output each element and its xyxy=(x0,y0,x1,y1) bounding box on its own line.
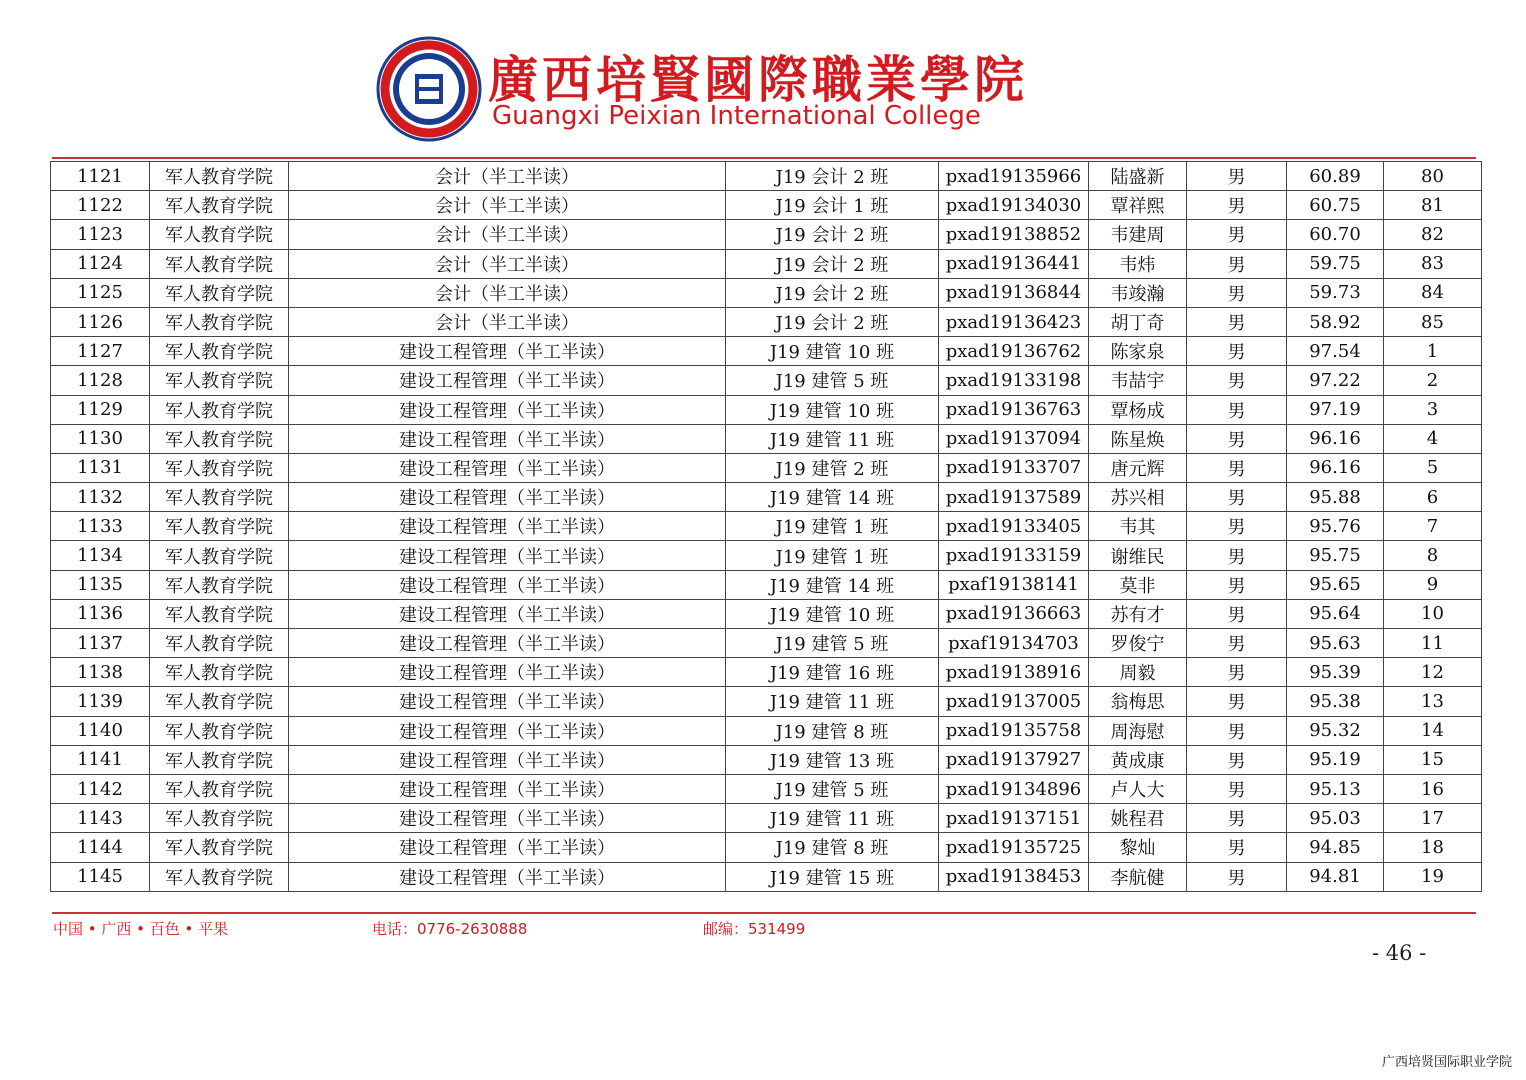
row-number-cell: 1145 xyxy=(51,862,150,891)
table-row xyxy=(51,395,1482,424)
score-cell: 95.13 xyxy=(1287,774,1384,803)
student-id-cell: pxaf19134703 xyxy=(939,629,1089,658)
gender-cell: 男 xyxy=(1187,716,1287,745)
table-body xyxy=(51,162,1482,892)
school-cell: 军人教育学院 xyxy=(150,862,289,891)
major-cell: 建设工程管理（半工半读） xyxy=(289,774,726,803)
table-row xyxy=(51,483,1482,512)
gender-cell: 男 xyxy=(1187,220,1287,249)
student-id-cell: pxad19136663 xyxy=(939,599,1089,628)
school-cell: 军人教育学院 xyxy=(150,599,289,628)
row-number-cell: 1144 xyxy=(51,833,150,862)
class-cell: J19 建管 16 班 xyxy=(726,658,939,687)
major-cell: 建设工程管理（半工半读） xyxy=(289,483,726,512)
rank-cell: 16 xyxy=(1384,774,1482,803)
name-cell: 罗俊宁 xyxy=(1089,629,1187,658)
major-cell: 建设工程管理（半工半读） xyxy=(289,629,726,658)
gender-cell: 男 xyxy=(1187,599,1287,628)
gender-cell: 男 xyxy=(1187,687,1287,716)
name-cell: 翁梅思 xyxy=(1089,687,1187,716)
gender-cell: 男 xyxy=(1187,424,1287,453)
major-cell: 建设工程管理（半工半读） xyxy=(289,512,726,541)
gender-cell: 男 xyxy=(1187,862,1287,891)
major-cell: 会计（半工半读） xyxy=(289,162,726,191)
row-number-cell: 1127 xyxy=(51,337,150,366)
table-row xyxy=(51,453,1482,482)
school-cell: 军人教育学院 xyxy=(150,745,289,774)
student-id-cell: pxad19136441 xyxy=(939,249,1089,278)
rank-cell: 6 xyxy=(1384,483,1482,512)
major-cell: 会计（半工半读） xyxy=(289,307,726,336)
class-cell: J19 建管 15 班 xyxy=(726,862,939,891)
score-cell: 95.03 xyxy=(1287,804,1384,833)
name-cell: 覃祥熙 xyxy=(1089,191,1187,220)
gender-cell: 男 xyxy=(1187,249,1287,278)
name-cell: 周海慰 xyxy=(1089,716,1187,745)
rank-cell: 17 xyxy=(1384,804,1482,833)
table-row xyxy=(51,833,1482,862)
row-number-cell: 1126 xyxy=(51,307,150,336)
row-number-cell: 1138 xyxy=(51,658,150,687)
class-cell: J19 建管 10 班 xyxy=(726,337,939,366)
student-id-cell: pxad19137589 xyxy=(939,483,1089,512)
gender-cell: 男 xyxy=(1187,162,1287,191)
student-id-cell: pxad19134896 xyxy=(939,774,1089,803)
major-cell: 建设工程管理（半工半读） xyxy=(289,745,726,774)
major-cell: 会计（半工半读） xyxy=(289,220,726,249)
rank-cell: 85 xyxy=(1384,307,1482,336)
footer-postcode: 邮编：531499 xyxy=(703,920,806,938)
table-row xyxy=(51,570,1482,599)
name-cell: 苏兴相 xyxy=(1089,483,1187,512)
rank-cell: 83 xyxy=(1384,249,1482,278)
score-cell: 97.22 xyxy=(1287,366,1384,395)
class-cell: J19 建管 11 班 xyxy=(726,804,939,833)
school-cell: 军人教育学院 xyxy=(150,278,289,307)
table-row xyxy=(51,191,1482,220)
row-number-cell: 1122 xyxy=(51,191,150,220)
row-number-cell: 1143 xyxy=(51,804,150,833)
gender-cell: 男 xyxy=(1187,804,1287,833)
student-id-cell: pxad19135966 xyxy=(939,162,1089,191)
score-cell: 95.63 xyxy=(1287,629,1384,658)
name-cell: 韦其 xyxy=(1089,512,1187,541)
rank-cell: 3 xyxy=(1384,395,1482,424)
school-cell: 军人教育学院 xyxy=(150,541,289,570)
table-row xyxy=(51,162,1482,191)
gender-cell: 男 xyxy=(1187,570,1287,599)
class-cell: J19 建管 1 班 xyxy=(726,512,939,541)
major-cell: 会计（半工半读） xyxy=(289,191,726,220)
table-row xyxy=(51,687,1482,716)
table-row xyxy=(51,278,1482,307)
gender-cell: 男 xyxy=(1187,774,1287,803)
footer-phone: 电话：0776-2630888 xyxy=(372,920,528,938)
class-cell: J19 建管 10 班 xyxy=(726,599,939,628)
class-cell: J19 建管 13 班 xyxy=(726,745,939,774)
score-cell: 59.73 xyxy=(1287,278,1384,307)
major-cell: 建设工程管理（半工半读） xyxy=(289,453,726,482)
student-id-cell: pxad19136763 xyxy=(939,395,1089,424)
table-row xyxy=(51,541,1482,570)
name-cell: 韦竣瀚 xyxy=(1089,278,1187,307)
school-cell: 军人教育学院 xyxy=(150,804,289,833)
major-cell: 建设工程管理（半工半读） xyxy=(289,804,726,833)
school-cell: 军人教育学院 xyxy=(150,337,289,366)
school-cell: 军人教育学院 xyxy=(150,424,289,453)
school-cell: 军人教育学院 xyxy=(150,483,289,512)
rank-cell: 19 xyxy=(1384,862,1482,891)
score-cell: 95.75 xyxy=(1287,541,1384,570)
score-cell: 95.32 xyxy=(1287,716,1384,745)
gender-cell: 男 xyxy=(1187,395,1287,424)
major-cell: 建设工程管理（半工半读） xyxy=(289,337,726,366)
rank-cell: 8 xyxy=(1384,541,1482,570)
class-cell: J19 会计 2 班 xyxy=(726,278,939,307)
class-cell: J19 会计 1 班 xyxy=(726,191,939,220)
name-cell: 韦炜 xyxy=(1089,249,1187,278)
student-id-cell: pxad19137927 xyxy=(939,745,1089,774)
name-cell: 胡丁奇 xyxy=(1089,307,1187,336)
rank-cell: 81 xyxy=(1384,191,1482,220)
major-cell: 建设工程管理（半工半读） xyxy=(289,599,726,628)
footer-location: 中国 • 广西 • 百色 • 平果 xyxy=(53,920,229,938)
score-cell: 95.65 xyxy=(1287,570,1384,599)
rank-cell: 4 xyxy=(1384,424,1482,453)
class-cell: J19 建管 10 班 xyxy=(726,395,939,424)
school-cell: 军人教育学院 xyxy=(150,658,289,687)
gender-cell: 男 xyxy=(1187,658,1287,687)
name-cell: 黎灿 xyxy=(1089,833,1187,862)
row-number-cell: 1139 xyxy=(51,687,150,716)
score-cell: 95.19 xyxy=(1287,745,1384,774)
major-cell: 建设工程管理（半工半读） xyxy=(289,862,726,891)
row-number-cell: 1133 xyxy=(51,512,150,541)
row-number-cell: 1135 xyxy=(51,570,150,599)
major-cell: 建设工程管理（半工半读） xyxy=(289,424,726,453)
name-cell: 唐元辉 xyxy=(1089,453,1187,482)
student-id-cell: pxad19138453 xyxy=(939,862,1089,891)
score-cell: 97.19 xyxy=(1287,395,1384,424)
rank-cell: 2 xyxy=(1384,366,1482,395)
class-cell: J19 建管 11 班 xyxy=(726,424,939,453)
school-cell: 军人教育学院 xyxy=(150,249,289,278)
row-number-cell: 1134 xyxy=(51,541,150,570)
rank-cell: 84 xyxy=(1384,278,1482,307)
table-row xyxy=(51,366,1482,395)
rank-cell: 13 xyxy=(1384,687,1482,716)
school-cell: 军人教育学院 xyxy=(150,716,289,745)
class-cell: J19 会计 2 班 xyxy=(726,307,939,336)
major-cell: 建设工程管理（半工半读） xyxy=(289,687,726,716)
major-cell: 建设工程管理（半工半读） xyxy=(289,395,726,424)
row-number-cell: 1132 xyxy=(51,483,150,512)
score-cell: 94.85 xyxy=(1287,833,1384,862)
table-row xyxy=(51,599,1482,628)
table-row xyxy=(51,337,1482,366)
row-number-cell: 1140 xyxy=(51,716,150,745)
gender-cell: 男 xyxy=(1187,833,1287,862)
name-cell: 陆盛新 xyxy=(1089,162,1187,191)
class-cell: J19 会计 2 班 xyxy=(726,220,939,249)
rank-cell: 7 xyxy=(1384,512,1482,541)
row-number-cell: 1131 xyxy=(51,453,150,482)
footer-divider xyxy=(52,912,1476,914)
student-id-cell: pxad19138852 xyxy=(939,220,1089,249)
gender-cell: 男 xyxy=(1187,191,1287,220)
school-cell: 军人教育学院 xyxy=(150,570,289,599)
name-cell: 卢人大 xyxy=(1089,774,1187,803)
student-id-cell: pxad19138916 xyxy=(939,658,1089,687)
gender-cell: 男 xyxy=(1187,366,1287,395)
name-cell: 周毅 xyxy=(1089,658,1187,687)
name-cell: 韦建周 xyxy=(1089,220,1187,249)
college-name-en: Guangxi Peixian International College xyxy=(492,101,981,131)
page-number: - 46 - xyxy=(1372,941,1427,965)
gender-cell: 男 xyxy=(1187,307,1287,336)
major-cell: 会计（半工半读） xyxy=(289,249,726,278)
table-row xyxy=(51,512,1482,541)
table-row xyxy=(51,804,1482,833)
student-id-cell: pxad19137005 xyxy=(939,687,1089,716)
class-cell: J19 建管 14 班 xyxy=(726,483,939,512)
school-cell: 军人教育学院 xyxy=(150,774,289,803)
header-divider xyxy=(52,157,1476,159)
rank-cell: 11 xyxy=(1384,629,1482,658)
rank-cell: 1 xyxy=(1384,337,1482,366)
major-cell: 会计（半工半读） xyxy=(289,278,726,307)
table-row xyxy=(51,774,1482,803)
name-cell: 莫非 xyxy=(1089,570,1187,599)
gender-cell: 男 xyxy=(1187,278,1287,307)
school-cell: 军人教育学院 xyxy=(150,395,289,424)
row-number-cell: 1130 xyxy=(51,424,150,453)
class-cell: J19 会计 2 班 xyxy=(726,249,939,278)
score-cell: 96.16 xyxy=(1287,453,1384,482)
rank-cell: 9 xyxy=(1384,570,1482,599)
row-number-cell: 1142 xyxy=(51,774,150,803)
school-cell: 军人教育学院 xyxy=(150,512,289,541)
rank-cell: 18 xyxy=(1384,833,1482,862)
student-id-cell: pxaf19138141 xyxy=(939,570,1089,599)
student-id-cell: pxad19135758 xyxy=(939,716,1089,745)
score-cell: 94.81 xyxy=(1287,862,1384,891)
name-cell: 黄成康 xyxy=(1089,745,1187,774)
table-row xyxy=(51,745,1482,774)
student-id-cell: pxad19136844 xyxy=(939,278,1089,307)
name-cell: 陈家泉 xyxy=(1089,337,1187,366)
table-row xyxy=(51,716,1482,745)
school-cell: 军人教育学院 xyxy=(150,307,289,336)
name-cell: 姚程君 xyxy=(1089,804,1187,833)
student-id-cell: pxad19133159 xyxy=(939,541,1089,570)
rank-cell: 5 xyxy=(1384,453,1482,482)
score-cell: 97.54 xyxy=(1287,337,1384,366)
class-cell: J19 建管 5 班 xyxy=(726,629,939,658)
name-cell: 谢维民 xyxy=(1089,541,1187,570)
major-cell: 建设工程管理（半工半读） xyxy=(289,541,726,570)
table-row xyxy=(51,220,1482,249)
score-cell: 95.39 xyxy=(1287,658,1384,687)
name-cell: 李航健 xyxy=(1089,862,1187,891)
major-cell: 建设工程管理（半工半读） xyxy=(289,658,726,687)
table-row xyxy=(51,629,1482,658)
row-number-cell: 1137 xyxy=(51,629,150,658)
row-number-cell: 1123 xyxy=(51,220,150,249)
score-cell: 96.16 xyxy=(1287,424,1384,453)
class-cell: J19 建管 14 班 xyxy=(726,570,939,599)
class-cell: J19 建管 8 班 xyxy=(726,833,939,862)
student-ranking-table xyxy=(50,161,1482,892)
rank-cell: 12 xyxy=(1384,658,1482,687)
student-id-cell: pxad19133198 xyxy=(939,366,1089,395)
gender-cell: 男 xyxy=(1187,337,1287,366)
class-cell: J19 建管 5 班 xyxy=(726,774,939,803)
table-row xyxy=(51,658,1482,687)
score-cell: 60.89 xyxy=(1287,162,1384,191)
class-cell: J19 建管 2 班 xyxy=(726,453,939,482)
school-cell: 军人教育学院 xyxy=(150,366,289,395)
score-cell: 95.88 xyxy=(1287,483,1384,512)
student-id-cell: pxad19136762 xyxy=(939,337,1089,366)
student-id-cell: pxad19134030 xyxy=(939,191,1089,220)
score-cell: 60.70 xyxy=(1287,220,1384,249)
class-cell: J19 建管 8 班 xyxy=(726,716,939,745)
gender-cell: 男 xyxy=(1187,629,1287,658)
college-seal-logo xyxy=(376,36,482,142)
watermark-college-name: 广西培贤国际职业学院 xyxy=(1381,1055,1512,1070)
class-cell: J19 建管 5 班 xyxy=(726,366,939,395)
rank-cell: 80 xyxy=(1384,162,1482,191)
school-cell: 军人教育学院 xyxy=(150,453,289,482)
class-cell: J19 会计 2 班 xyxy=(726,162,939,191)
name-cell: 陈星焕 xyxy=(1089,424,1187,453)
table-row xyxy=(51,307,1482,336)
score-cell: 95.64 xyxy=(1287,599,1384,628)
school-cell: 军人教育学院 xyxy=(150,162,289,191)
school-cell: 军人教育学院 xyxy=(150,629,289,658)
rank-cell: 82 xyxy=(1384,220,1482,249)
major-cell: 建设工程管理（半工半读） xyxy=(289,833,726,862)
rank-cell: 14 xyxy=(1384,716,1482,745)
row-number-cell: 1141 xyxy=(51,745,150,774)
row-number-cell: 1136 xyxy=(51,599,150,628)
class-cell: J19 建管 1 班 xyxy=(726,541,939,570)
score-cell: 95.76 xyxy=(1287,512,1384,541)
score-cell: 59.75 xyxy=(1287,249,1384,278)
row-number-cell: 1121 xyxy=(51,162,150,191)
major-cell: 建设工程管理（半工半读） xyxy=(289,716,726,745)
gender-cell: 男 xyxy=(1187,483,1287,512)
name-cell: 覃杨成 xyxy=(1089,395,1187,424)
row-number-cell: 1124 xyxy=(51,249,150,278)
school-cell: 军人教育学院 xyxy=(150,687,289,716)
major-cell: 建设工程管理（半工半读） xyxy=(289,570,726,599)
score-cell: 60.75 xyxy=(1287,191,1384,220)
gender-cell: 男 xyxy=(1187,453,1287,482)
table-row xyxy=(51,249,1482,278)
row-number-cell: 1128 xyxy=(51,366,150,395)
gender-cell: 男 xyxy=(1187,512,1287,541)
student-id-cell: pxad19135725 xyxy=(939,833,1089,862)
table-row xyxy=(51,862,1482,891)
gender-cell: 男 xyxy=(1187,541,1287,570)
college-name-cn: 廣西培賢國際職業學院 xyxy=(488,50,1028,109)
score-cell: 95.38 xyxy=(1287,687,1384,716)
table-row xyxy=(51,424,1482,453)
school-cell: 军人教育学院 xyxy=(150,833,289,862)
rank-cell: 10 xyxy=(1384,599,1482,628)
school-cell: 军人教育学院 xyxy=(150,220,289,249)
name-cell: 苏有才 xyxy=(1089,599,1187,628)
student-id-cell: pxad19133405 xyxy=(939,512,1089,541)
score-cell: 58.92 xyxy=(1287,307,1384,336)
row-number-cell: 1125 xyxy=(51,278,150,307)
major-cell: 建设工程管理（半工半读） xyxy=(289,366,726,395)
gender-cell: 男 xyxy=(1187,745,1287,774)
student-id-cell: pxad19137094 xyxy=(939,424,1089,453)
school-cell: 军人教育学院 xyxy=(150,191,289,220)
name-cell: 韦喆宇 xyxy=(1089,366,1187,395)
student-id-cell: pxad19136423 xyxy=(939,307,1089,336)
rank-cell: 15 xyxy=(1384,745,1482,774)
row-number-cell: 1129 xyxy=(51,395,150,424)
student-id-cell: pxad19137151 xyxy=(939,804,1089,833)
student-id-cell: pxad19133707 xyxy=(939,453,1089,482)
class-cell: J19 建管 11 班 xyxy=(726,687,939,716)
